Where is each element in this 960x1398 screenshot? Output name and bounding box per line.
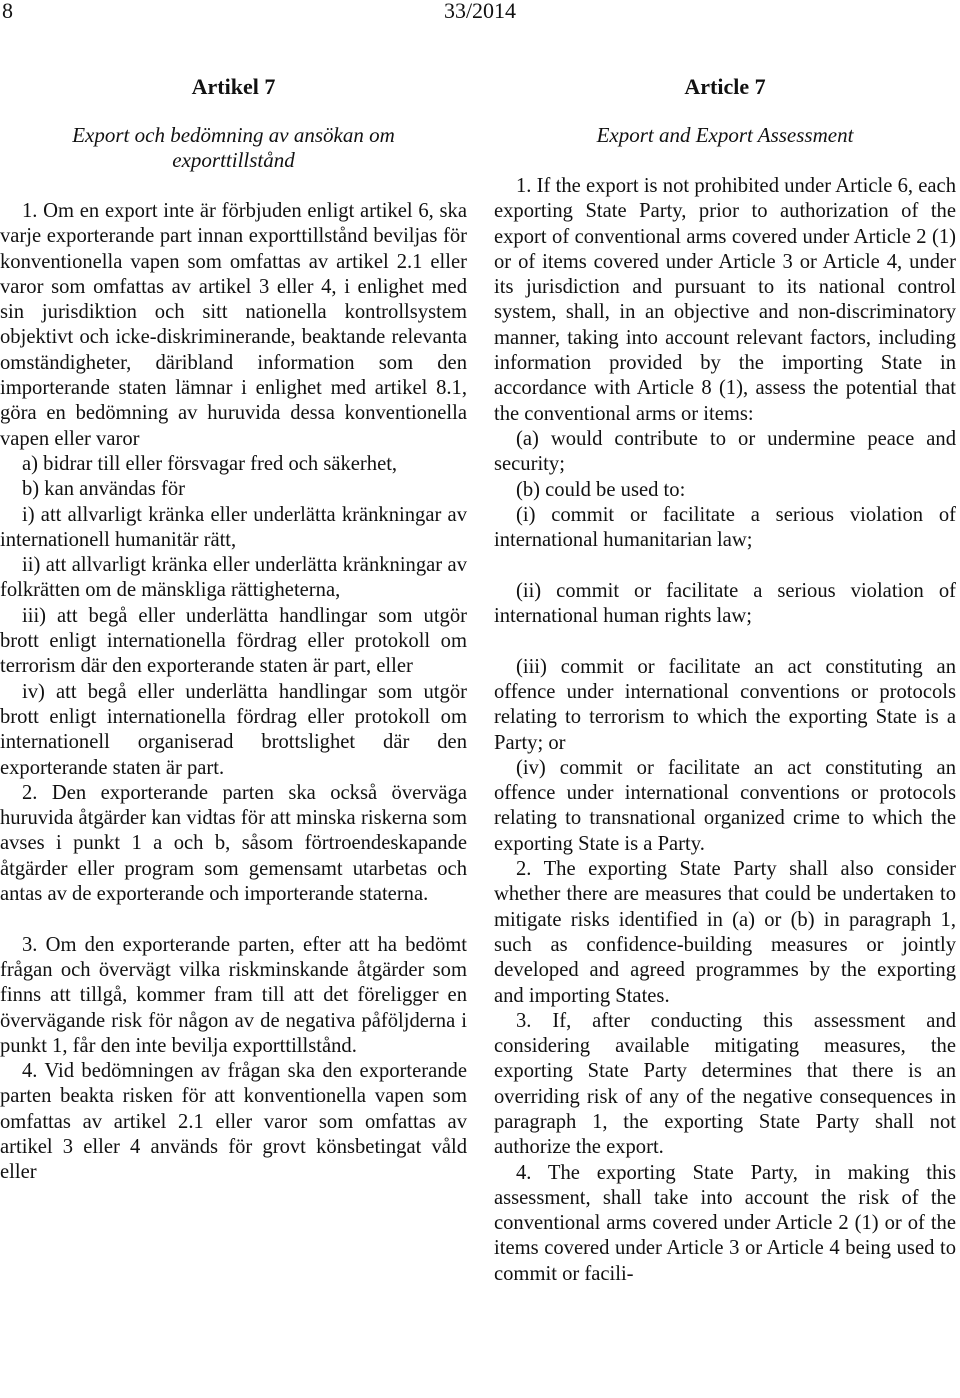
article-subheading-en: Export and Export Assessment [596,123,854,147]
swedish-column [0,74,467,1186]
article-subheading-sv: Export och bedömning av ansökan om exporttillstånd [72,123,395,172]
paragraph: (ii) commit or facilitate a serious violation of international human rights law; [494,579,956,628]
paragraph: 1. Om en export inte är förbjuden enligt artikel 6, ska varje exporterande part innan exporttillstånd beviljas för konventionella vapen som omfattas av artikel 2.1 eller varor som omfattas av artikel 3 eller 4, i enlighet med sin jurisdiktion och sitt nationella kontrollsystem objektivt och icke-diskriminerande, beaktande relevanta omständigheter, däribland information som den importerande staten lämnar i enlighet med artikel 8.1, göra en bedömning av huruvida dessa konventionella vapen eller varor [0,200,467,450]
issue-number: 33/2014 [443,0,517,23]
paragraph: 1. If the export is not prohibited under Article 6, each exporting State Party, prior to authorization of the export of conventional arms covered under Article 2 (1) or of items covered under Article 3 or Article 4, under its jurisdiction and pursuant to its national control system, shall, in an objective and non-discriminatory manner, taking into account relevant factors, including information provided by the importing State in accordance with Article 8 (1), assess the potential that the conventional arms or items: [494,175,956,425]
english-column [494,74,956,1287]
paragraph: i) att allvarligt kränka eller underlätta kränkningar av internationell humanitär rätt, [0,503,467,551]
paragraph: 3. If, after conducting this assessment and considering available mitigating measures, the exporting State Party determines that there is an overriding risk of any of the negative consequences in paragraph 1, the exporting State Party shall not authorize the export. [494,1009,956,1159]
paragraph: 4. Vid bedömningen av frågan ska den exporterande parten beakta risken för att konventionella vapen som omfattas av artikel 2.1 eller varor som omfattas av artikel 3 eller 4 används för grovt könsbetingat våld eller [0,1060,467,1184]
paragraph: 4. The exporting State Party, in making this assessment, shall take into account the risk of the conventional arms covered under Article 2 (1) or of the items covered under Article 3 or Article 4 being used to commit or facili- [494,1161,956,1285]
paragraph: 2. Den exporterande parten ska också överväga huruvida åtgärder kan vidtas för att minska riskerna som avses i punkt 1 a och b, såsom förtroendeskapande åtgärder eller program som gemensamt utarbetas och antas av de exporterande och importerande staterna. [0,781,467,906]
paragraph: iii) att begå eller underlätta handlingar som utgör brott enligt internationella fördrag eller protokoll om terrorism där den exporterande staten är part, eller [0,604,467,678]
paragraph: iv) att begå eller underlätta handlingar som utgör brott enligt internationella fördrag eller protokoll om internationell organiserad brottslighet där den exporterande staten är part. [0,680,467,779]
paragraph: b) kan användas för [22,478,185,501]
paragraph: (i) commit or facilitate a serious violation of international humanitarian law; [494,503,956,552]
paragraph: (iv) commit or facilitate an act constituting an offence under international conventions or protocols relating to transnational organized crime to which the exporting State is a Party. [494,756,956,855]
article-body-en [494,174,956,1287]
paragraph: (b) could be used to: [516,478,686,501]
article-heading-sv: Artikel 7 [191,74,276,99]
paragraph: a) bidrar till eller försvagar fred och säkerhet, [22,452,398,475]
paragraph: (a) would contribute to or undermine peace and security; [494,427,956,476]
paragraph: 2. The exporting State Party shall also consider whether there are measures that could be undertaken to mitigate risks identified in (a) or (b) in paragraph 1, such as confidence-building measures or jointly developed and agreed programmes by the exporting and importing States. [494,858,956,1007]
article-heading-en: Article 7 [684,74,766,99]
page-number: 8 [2,0,13,23]
paragraph: 3. Om den exporterande parten, efter att ha bedömt frågan och övervägt vilka riskminskande åtgärder som finns att tillgå, kommer fram till att det föreligger en övervägande risk för någon av de negativa påföljderna i punkt 1, får den inte bevilja exporttillstånd. [0,933,467,1057]
article-body-sv [0,199,467,1186]
paragraph: (iii) commit or facilitate an act constituting an offence under international conventions or protocols relating to terrorism to which the exporting State is a Party; or [494,655,956,754]
paragraph: ii) att allvarligt kränka eller underlätta kränkningar av folkrätten om de mänskliga rättigheterna, [0,554,467,602]
